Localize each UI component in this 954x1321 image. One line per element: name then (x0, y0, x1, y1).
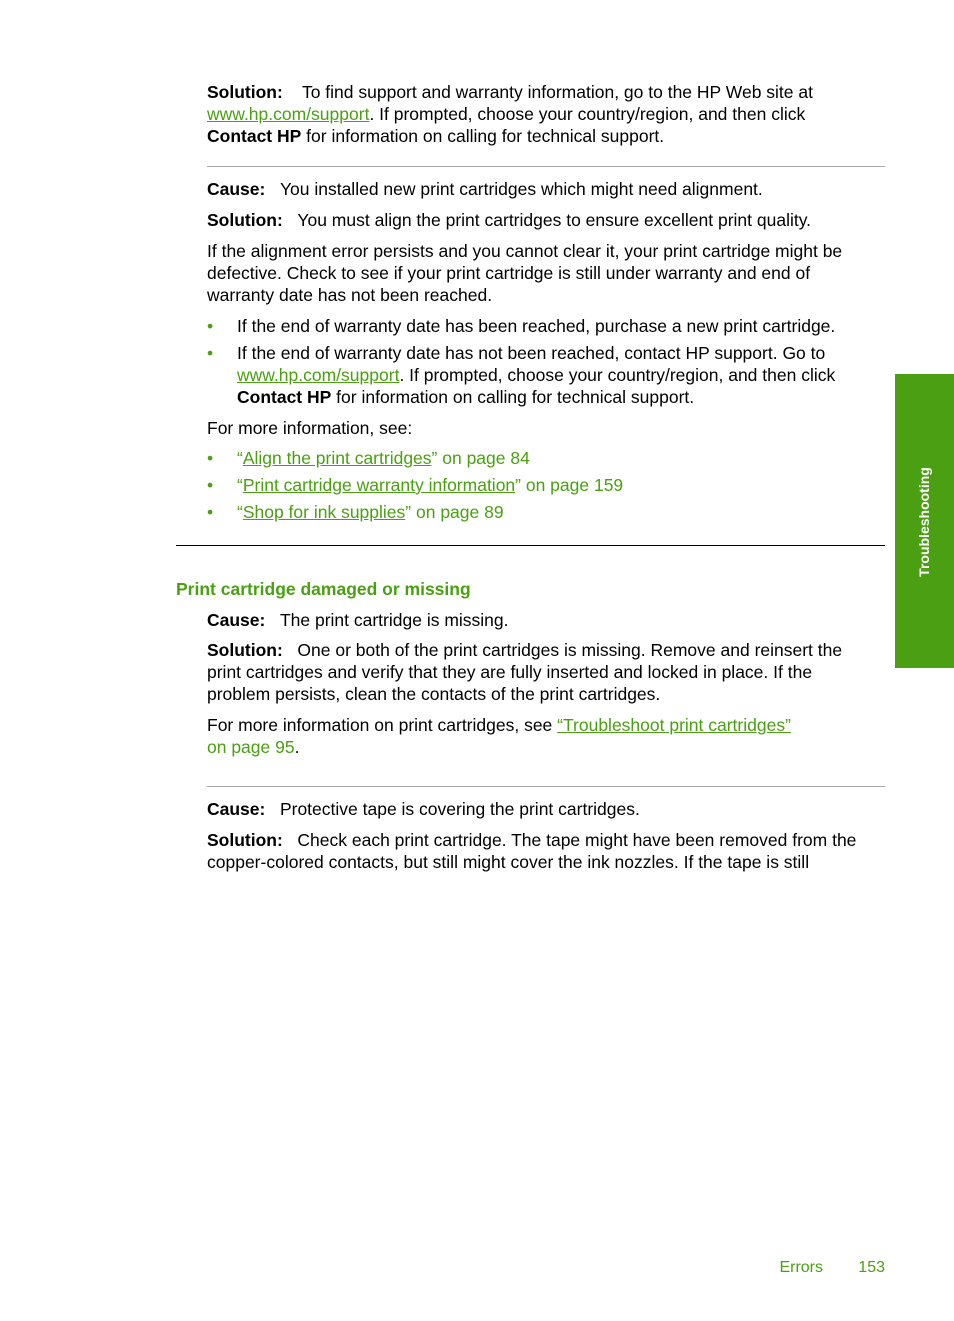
ref-open-quote: “ (237, 502, 243, 522)
more-info-text: For more information, see: (207, 418, 413, 438)
bullet-icon: • (207, 343, 214, 363)
solution-paragraph (207, 209, 887, 231)
footer-page-number: 153 (858, 1259, 885, 1276)
list-item-text (237, 342, 887, 408)
ref-page: ” on page 89 (405, 502, 504, 522)
bullet-icon: • (207, 448, 214, 468)
bullet-icon: • (207, 316, 214, 336)
more-info-text: For more information on print cartridges, see (207, 715, 558, 735)
cause-label: Cause: (207, 799, 266, 819)
section-heading: Print cartridge damaged or missing (176, 579, 471, 599)
more-info-paragraph (207, 714, 887, 758)
contact-hp-bold: Contact HP (237, 387, 332, 407)
bullet-icon: • (207, 475, 214, 495)
cause-paragraph (207, 609, 887, 631)
more-info-label (207, 417, 887, 439)
solution-text: To find support and warranty information, go to the HP Web site at (301, 82, 813, 102)
solution-label: Solution: (207, 82, 283, 102)
cause-label: Cause: (207, 179, 266, 199)
solution-text: One or both of the print cartridges is missing. Remove and reinsert the print cartridges and verify that they are fully inserted and locked in place. If the problem persists, clean the contacts of the print cartridges. (207, 640, 843, 704)
alignment-paragraph (207, 240, 879, 306)
page-ref: on page 95 (207, 737, 295, 757)
divider (207, 166, 885, 167)
ref-item (237, 474, 887, 496)
ref-page: ” on page 159 (515, 475, 624, 495)
bullet-icon: • (207, 502, 214, 522)
cause-text: The print cartridge is missing. (279, 610, 509, 630)
cause-text: Protective tape is covering the print cartridges. (279, 799, 640, 819)
solution-paragraph (207, 829, 887, 873)
solution-label: Solution: (207, 210, 283, 230)
list-item-text-mid: . If prompted, choose your country/region, and then click (399, 365, 836, 385)
side-tab-label: Troubleshooting (916, 467, 932, 577)
section-divider (176, 545, 885, 546)
solution-text: Check each print cartridge. The tape might have been removed from the copper-colored contacts, but still might cover the ink nozzles. If the tape is still (207, 830, 857, 872)
list-item-text: If the end of warranty date has been reached, purchase a new print cartridge. (237, 316, 836, 336)
solution-paragraph (207, 639, 879, 705)
section-side-tab (895, 374, 954, 668)
divider (207, 786, 885, 787)
contact-hp-bold: Contact HP (207, 126, 302, 146)
ref-link-shop[interactable]: Shop for ink supplies (242, 502, 406, 522)
cause-text: You installed new print cartridges which might need alignment. (279, 179, 763, 199)
ref-link-warranty[interactable]: Print cartridge warranty information (242, 475, 516, 495)
footer-section-name: Errors (779, 1259, 823, 1276)
solution-text: You must align the print cartridges to ensure excellent print quality. (297, 210, 812, 230)
hp-support-link[interactable]: www.hp.com/support (237, 365, 400, 385)
cause-paragraph (207, 178, 887, 200)
ref-open-quote: “ (237, 448, 243, 468)
period: . (294, 737, 300, 757)
ref-open-quote: “ (237, 475, 243, 495)
troubleshoot-cartridges-link[interactable]: “Troubleshoot print cartridges” (557, 715, 791, 735)
ref-page: ” on page 84 (431, 448, 530, 468)
solution-label: Solution: (207, 640, 283, 660)
ref-item (237, 501, 887, 523)
cause-paragraph (207, 798, 887, 820)
solution-paragraph (207, 81, 887, 147)
list-item-text-pre: If the end of warranty date has not been reached, contact HP support. Go to (237, 343, 826, 363)
ref-item (237, 447, 887, 469)
alignment-text: If the alignment error persists and you cannot clear it, your print cartridge might be defective. Check to see if your print cartridge is still under warranty and end of warranty date has not been reached. (207, 241, 843, 305)
list-item-text-end: for information on calling for technical support. (331, 387, 695, 407)
solution-text-end: for information on calling for technical support. (301, 126, 665, 146)
hp-support-link[interactable]: www.hp.com/support (207, 104, 370, 124)
solution-text-cont: . If prompted, choose your country/region, and then click (369, 104, 806, 124)
ref-link-align[interactable]: Align the print cartridges (242, 448, 432, 468)
cause-label: Cause: (207, 610, 266, 630)
solution-label: Solution: (207, 830, 283, 850)
